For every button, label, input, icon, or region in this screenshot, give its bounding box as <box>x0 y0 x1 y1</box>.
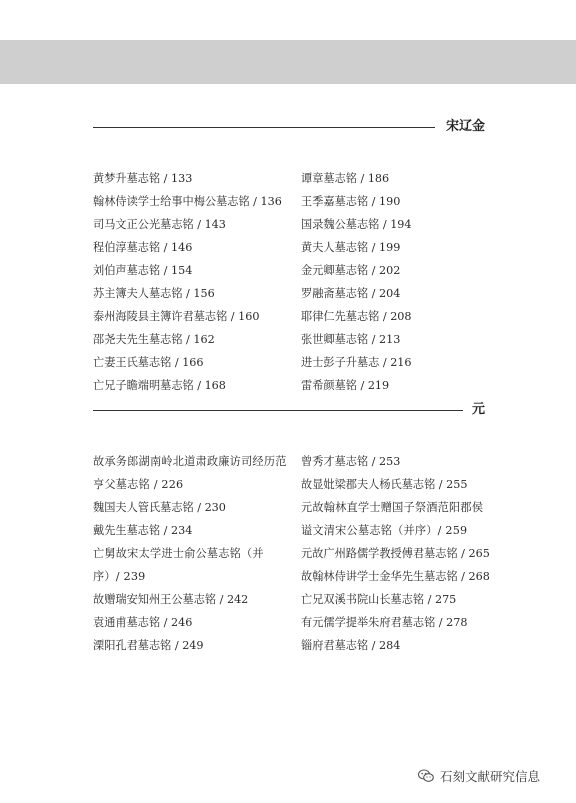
toc-entry: 泰州海陵县主簿许君墓志铭 / 160 <box>93 310 260 323</box>
toc-entry: 黄梦升墓志铭 / 133 <box>93 172 193 185</box>
toc-entry: 司马文正公光墓志铭 / 143 <box>93 218 226 231</box>
toc-entry: 程伯淳墓志铭 / 146 <box>93 241 193 254</box>
watermark-text: 石刻文献研究信息 <box>440 769 541 784</box>
toc-entry: 耶律仁先墓志铭 / 208 <box>301 310 412 323</box>
toc-entry: 亡兄子瞻端明墓志铭 / 168 <box>93 379 226 392</box>
section-rule <box>93 410 463 411</box>
section-yuan <box>93 400 490 652</box>
toc-column-left <box>93 450 288 657</box>
toc-column-right <box>301 167 487 397</box>
toc-entry: 翰林侍读学士给事中梅公墓志铭 / 136 <box>93 195 282 208</box>
toc-entry: 金元卿墓志铭 / 202 <box>301 264 401 277</box>
toc-entry: 亡妻王氏墓志铭 / 166 <box>93 356 204 369</box>
toc-entry: 谭章墓志铭 / 186 <box>301 172 390 185</box>
section-song-liao-jin <box>93 117 485 392</box>
toc-entry: 国录魏公墓志铭 / 194 <box>301 218 412 231</box>
toc-entry: 袁通甫墓志铭 / 246 <box>93 616 193 629</box>
toc-entry: 曾秀才墓志铭 / 253 <box>301 455 401 468</box>
toc-entry: 锱府君墓志铭 / 284 <box>301 639 401 652</box>
toc-entry: 元故翰林直学士赠国子祭酒范阳郡侯谥文清宋公墓志铭（并序）/ 259 <box>301 501 484 537</box>
section-header <box>93 400 485 420</box>
toc-entry: 黄夫人墓志铭 / 199 <box>301 241 401 254</box>
toc-entry: 邵尧夫先生墓志铭 / 162 <box>93 333 215 346</box>
toc-entry: 故赠瑞安知州王公墓志铭 / 242 <box>93 593 249 606</box>
section-title: 元 <box>471 402 485 417</box>
toc-entry: 王季嘉墓志铭 / 190 <box>301 195 401 208</box>
toc-column-left <box>93 167 288 397</box>
toc-entry: 溧阳孔君墓志铭 / 249 <box>93 639 204 652</box>
toc-entry: 亡兄双溪书院山长墓志铭 / 275 <box>301 593 457 606</box>
wechat-icon <box>418 769 434 783</box>
toc-entry: 魏国夫人管氏墓志铭 / 230 <box>93 501 226 514</box>
toc-entry: 故承务郎湖南岭北道肃政廉访司经历范亨父墓志铭 / 226 <box>93 455 287 491</box>
toc-entry: 元故广州路儒学教授傅君墓志铭 / 265 <box>301 547 490 560</box>
toc-entry: 进士彭子升墓志 / 216 <box>301 356 412 369</box>
top-band <box>0 40 576 84</box>
toc-entry: 戴先生墓志铭 / 234 <box>93 524 193 537</box>
section-rule <box>93 127 435 128</box>
section-title: 宋辽金 <box>445 119 485 134</box>
toc-entry: 张世卿墓志铭 / 213 <box>301 333 401 346</box>
section-header <box>93 117 485 137</box>
toc-entry: 故显妣梁郡夫人杨氏墓志铭 / 255 <box>301 478 468 491</box>
toc-entry: 故翰林侍讲学士金华先生墓志铭 / 268 <box>301 570 490 583</box>
toc-entry: 有元儒学提举朱府君墓志铭 / 278 <box>301 616 468 629</box>
toc-entry: 罗融斋墓志铭 / 204 <box>301 287 401 300</box>
toc-entry: 亡舅故宋太学进士俞公墓志铭（并序）/ 239 <box>93 547 264 583</box>
watermark <box>418 766 540 786</box>
toc-column-right <box>301 450 490 657</box>
toc-entry: 苏主簿夫人墓志铭 / 156 <box>93 287 215 300</box>
toc-entry: 雷希颜墓铭 / 219 <box>301 379 390 392</box>
toc-entry: 刘伯声墓志铭 / 154 <box>93 264 193 277</box>
